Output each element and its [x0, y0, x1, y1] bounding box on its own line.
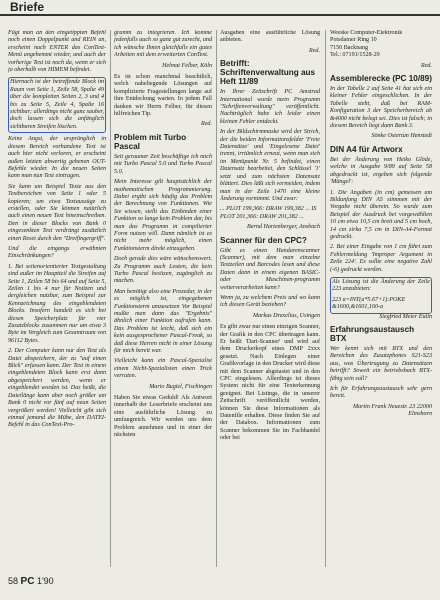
letter-heading: Problem mit Turbo Pascal — [114, 132, 187, 151]
highlighted-paragraph: Hiernach ist der betreffende Block im Raum von Seite 1, Zeile 58, Spalte 49 über die kompletten Seiten 2, 3 und 4 bis zu Seite 5, Zeile 4, Spalte 16 sichtbar; allerdings nicht ganz sauber, doch lassen sich die anfänglich sichtbaren Streifen löschen. — [8, 77, 106, 133]
header-rule — [0, 14, 440, 16]
letter-paragraph: In der Bildschirmmaske wird der Strich, der die beiden Informationsfelder 'Freie Datensätze' und 'Eingelesene Datei' trennt, irrtümlich erneut, wenn man sich im Menüpunkt Nr. 5 befindet, einen Datensatz bearbeitet, den Schlüssel '1' setzt und zum nächsten Datensatz blättert. Dies läßt sich vermeiden, indem man in der Zeile 1470 eine kleine Änderung vornimmt. Und zwar: — [220, 129, 320, 202]
page-number: 58 — [8, 576, 19, 586]
company-address: Weeske Computer-Elektronik Potsdamer Ring 10 7150 Backnang Tel.: 07191/1528-29 — [330, 30, 403, 59]
letter-paragraph: 1. Die Angaben (in cm) gemessen am Bildanfang DIN A5 stimmen mit der Vorgabe nicht überein. So wurde zum Beispiel der Ausdruck bei vorgewählten 10 cm etwa 10,5 cm breit und 5 cm hoch, 14 cm zirka 7,5 cm in DIN-A4-Format gedruckt. — [330, 189, 432, 240]
letter-column-1 — [8, 30, 106, 567]
letter-signature: Martin Frank Neuestr. 23 22000 Elmshorn — [352, 403, 432, 418]
letter-paragraph: Bei der Änderung von Heiko Glöde, welche in Ausgabe 9/89 auf Seite 58 abgedruckt ist, ergeben sich folgende 'Mängel': — [330, 156, 432, 186]
column-divider — [110, 30, 111, 567]
letter-paragraph: Mein Interesse gilt hauptsächlich der mathematischen Programmierung. Dabei ergibt sich häufig das Problem der Berechnung von Funktionen. Wie Sie wissen, stellt das Einbinden einer Funktion so lange kein Problem dar, bis man das Programm in compilierter Form nutzen will. Dann nämlich ist es nicht mehr möglich, einen Funktionsterm direkt einzugeben. — [114, 179, 212, 252]
letter-paragraph: Fügt man an den eingetippten Befehl noch einen Doppelpunkt und REIN an, erscheint nach ENTER das ConText-Menü ungehemmt wieder, und auch der vorherige Text ist noch da, wenn er sich ja oberhalb von HIMEM befindet. — [8, 30, 106, 74]
letter-column-2 — [114, 30, 212, 567]
letter-paragraph: Doch gerade dies wäre wünschenswert. Zu Programm auch Leuten, die kein Turbo Pascal besitzen, zugänglich zu machen. — [114, 256, 212, 285]
letter-heading: DIN A4 für Artworx — [330, 144, 403, 154]
magazine-logo: PC — [20, 576, 35, 587]
letter-paragraph: Als Lösung ist die Änderung der Zeile 223 anzubieten: — [332, 278, 430, 293]
letter-paragraph: Sie kann um Beispiel Texte aus den Textbereichen von Seite 1 oder 5 kopieren; um etwa Textauszüge zu erstellen, oder Sie können natürlich auch einen neuen Text hineinschreiben. Den in dieser Blocks von Bank 0 eingesenkten Text verdrängt zusätzlich einen Reset durch den "Dreifingergriff". — [8, 183, 106, 242]
letter-paragraph: Wer kennt sich mit BTX und den Bereichen des Zusatzphones S21-S23 aus, was Übertragung zu Datensätzen betrifft? Soweit ein betriebsbach BTX-fähig sein soll? — [330, 346, 432, 382]
editor-reply: Ausgaben eine ausführliche Lösung anbieten. — [220, 30, 320, 44]
issue-label: 1'90 — [36, 576, 54, 586]
letter-paragraph: 1. Bei seitenorientierter Textgestaltung sind außer im Hauptteil die Streifen auf Seite 1, Zeilen 58 bis 64 und auf Seite 5, Zeilen 1 bis 4 nur für Notizen und dergleichen nutzbar, zum Beispiel zur Kennzeichnung des eingeblendeten Blocks. Insofern handelt es sich bei diesen Speicherplatz für vier Zusatzblocks zusammen nur um etwa 3 Byte im Vergleich zum Gesamtraum von 96112 Bytes. — [8, 263, 106, 344]
letter-paragraph: In der Tabelle 2 auf Seite 41 hat sich ein kleiner Fehler eingeschlichen. In der Tabelle steht, daß bei RAM-Konfiguration 3 der Speicherbereich ab &4000 nicht belegt sei. Dies ist falsch; in diesem Bereich liegt dann Bank 3. — [330, 86, 432, 130]
letter-heading: Scanner für den CPC? — [220, 235, 307, 245]
letter-signature: Helmut Felber, Köln — [162, 62, 212, 69]
letter-paragraph: Und die eingangs erwähnten Einschränkungen? — [8, 245, 106, 260]
code-snippet: 223 a=INT(a*5.67+1):POKE &1600,&1601,160-a — [332, 296, 406, 311]
editor-signature: Red. — [201, 121, 212, 128]
code-snippet: ... PLOT 199,366: DRAW 199,382 ... IS PLOT 201,366: DRAW 201,382 ... — [220, 206, 317, 220]
letter-paragraph: Seit geraumer Zeit beschäftige ich mich mit Turbo Pascal 5.0 und Turbo Pascal 5.0. — [114, 153, 212, 175]
column-divider — [216, 30, 217, 567]
letter-signature: Siegfried Meier Eutin — [379, 313, 432, 320]
letter-paragraph: Gibt es einen Handarenscanner (Scanner), mit dem man einzelne Textzeilen und Barcodes lesen und diese Daten dann in einem eigenen BASIC- oder Maschinen-programm weiterverarbeiten kann? — [220, 247, 320, 291]
letter-signature: Sönke Ostertun Henstedt — [371, 133, 432, 140]
editor-reply: Es gibt zwar nur einen einzigen Scanner, der Grafik in den CPC übertragen kann. Er heißt 'Dart-Scanner' und wird auf dem Druckerkopf eines DMP 2xxx gesetzt. Nach Einlegen einer Grafikvorlage in den Drucker wird diese mit dem Scanner abgetastet und in den CPC eingelesen. Allerdings ist dieses System nicht für eine Texterkennung geeignet. Bei Listings, die in unserer Zeitschrift veröffentlicht werden, können Sie diese Informationen als Datenfile erhalten. Diese finden Sie auf der Databox. Informationen zum Scanner bekommen Sie im Fachhandel oder bei — [220, 324, 320, 442]
section-title: Briefe — [8, 0, 50, 14]
letter-paragraph: gramm zu integrieren. Ich komme jedenfalls auch so ganz gut zurecht, und ich wünsche Ihnen gleichfalls ein gutes Arbeiten mit dem erweiterten ConText. — [114, 30, 212, 59]
letter-signature: Markus Drexelius, Usingen — [253, 312, 320, 319]
editor-reply: Es ist schon manchmal beachtlich, welch naheliegende Lösungen auf komplizierte Fragestellungen lange auf ihre Entdeckung warten. In jedem Fall danken wir Herrn Felber, für diesen hilfreichen Tip. — [114, 74, 212, 118]
letter-column-4 — [330, 30, 432, 567]
letter-heading: Assemblerecke (PC 10/89) — [330, 74, 432, 84]
highlighted-correction — [330, 277, 432, 314]
letter-paragraph: 2. Der Computer kann nur den Text als Datei abspeichern, der zu "auf einen Blick" erfassen kann. Der Text in einem eingeblendeten Block kann erst dann abgespeichert werden, wenn er eingeblendet worden ist. Das heißt, die Dateilänge kann aber noch größer um Bank 0 nicht vor fünf auf neun Seiten vergrößert werden! Vielleicht gibt sich einmal jemand die Mühe, den DATEI-Befehl in das ConText-Pro- — [8, 348, 106, 429]
column-divider — [325, 30, 326, 567]
letter-heading: Erfahrungsaustausch BTX — [330, 325, 415, 343]
letter-heading: Betrifft: Schriftenverwaltung aus Heft 11/89 — [220, 59, 316, 87]
editor-signature: Red. — [421, 62, 432, 69]
letter-paragraph: Man benötigt also eine Prozedur, in der es möglich ist, eingegebenen Funktionsterm umzusetzen Vor Beispiel mußte man dann das "Ergebnis" ähnlich einer Funktion aufrufen kann. Das Problem ist leicht, daß sich ein kein ausgesprochener Pascal-Freak, so daß diese Herren nicht in einer Lösung für mich bereit war. — [114, 288, 212, 355]
page-footer — [8, 576, 54, 587]
letter-paragraph: Keine Angst, der ursprünglich in diesem Bereich vorhandene Text ist auch hier nicht verloren, er erscheint außen letzten abwertig gebenen OUT-Befehle wieder. In die neuen Seiten kann man nun Text eintragen. — [8, 136, 106, 180]
editor-reply: Haben Sie etwas Geduld! Als Antwort innerhalb der Leserbriefe erscheint uns eine ausführliche Lösung zu umfangreich. Wir werden uns dem Problem annehmen und in einer der nächsten — [114, 395, 212, 439]
editor-signature: Red. — [309, 47, 320, 54]
letter-paragraph: Vielleicht kann ein Pascal-Spezialist einem Nicht-Spezialisten einen Trick verraten. — [114, 358, 212, 380]
page-header — [0, 0, 440, 22]
letter-signature: Bernd Hartenberger, Ansbach — [247, 224, 320, 231]
letter-paragraph: 2. Bei einer Eingabe von 1 cm führt zum Fehlermeldung 'Improper Argument in Zeile 224'. Es sollte eine negative Zahl (-6) gedruckt werden. — [330, 244, 432, 273]
letter-paragraph: Ich für Erfahrungsaustausch sehr gern bereit. — [330, 386, 432, 400]
letter-signature: Mario Bugiel, Fischingen — [149, 383, 212, 390]
letter-column-3 — [220, 30, 320, 567]
letter-paragraph: In Ihrer Zeitschrift PC Amstrad International wurde mein Programm "Schriftenverwaltung" veröffentlicht. Nachträglich habe ich leider einen kleinen Fehler entdeckt. — [220, 89, 320, 125]
letter-paragraph: Wenn ja, zu welchem Preis und wo kann ich diesen Gerät beziehen? — [220, 294, 320, 309]
